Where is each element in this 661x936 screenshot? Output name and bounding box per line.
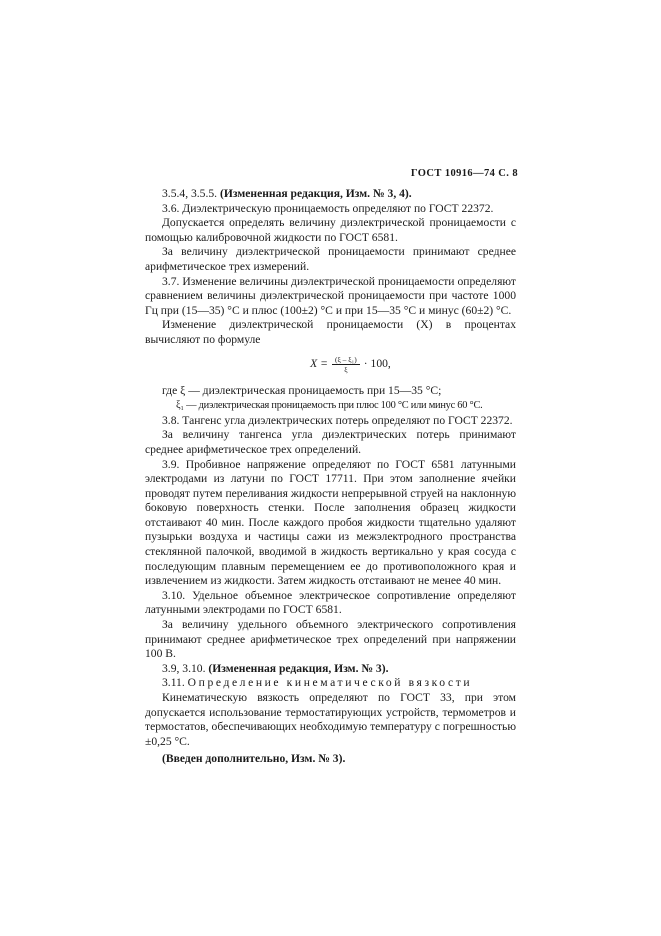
paragraph-3-8: 3.8. Тангенс угла диэлектрических потерь определяют по ГОСТ 22372. xyxy=(162,413,513,427)
clause-number: 3.9, 3.10. xyxy=(162,661,206,675)
clause-number: 3.11. xyxy=(162,676,185,690)
document-body xyxy=(145,187,516,767)
page-header: ГОСТ 10916—74 С. 8 xyxy=(410,168,518,179)
paragraph-kinematic-viscosity: Кинематическую вязкость определяют по ГОСТ 33, при этом допускается использование термостатирующих устройств, термометров и термостатов, обеспечивающих необходимую температуру с погрешностью ±0,25 °С. xyxy=(145,691,516,748)
paragraph-formula-intro: Изменение диэлектрической проницаемости (X) в процентах вычисляют по формуле xyxy=(145,318,516,346)
clause-number: 3.5.4, 3.5.5. xyxy=(162,187,218,200)
paragraph-3-5-4 xyxy=(145,187,516,202)
amendment-note: (Измененная редакция, Изм. № 3). xyxy=(208,661,389,675)
formula-numerator: (ξ – ξ₁) xyxy=(332,355,360,365)
paragraph-3-10: 3.10. Удельное объемное электрическое сопротивление определяют латунными электродами по ГОСТ 6581. xyxy=(145,588,516,617)
paragraph-3-9-3-10-amendment xyxy=(145,662,516,677)
formula-fraction xyxy=(332,355,360,375)
formula xyxy=(185,350,516,380)
formula-where-1: где ξ — диэлектрическая проницаемость при 15—35 °С; xyxy=(162,383,442,397)
paragraph-average: За величину диэлектрической проницаемости принимают среднее арифметическое трех измерений. xyxy=(145,245,516,273)
formula-rhs: · 100, xyxy=(363,357,391,371)
formula-denominator: ξ xyxy=(344,364,348,374)
paragraph-3-6: 3.6. Диэлектрическую проницаемость определяют по ГОСТ 22372. xyxy=(162,201,494,215)
paragraph-addition-note xyxy=(145,752,516,767)
amendment-note: (Измененная редакция, Изм. № 3, 4). xyxy=(219,187,412,200)
paragraph-calibration: Допускается определять величину диэлектрической проницаемости с помощью калибровочной жидкости по ГОСТ 6581. xyxy=(145,216,516,244)
paragraph-tangent-average: За величину тангенса угла диэлектрических потерь принимают среднее арифметическое трех определений. xyxy=(145,428,516,456)
paragraph-3-11-heading xyxy=(145,676,516,691)
paragraph-resistivity-average: За величину удельного объемного электрического сопротивления принимают среднее арифметическое трех определений при напряжении 100 В. xyxy=(145,618,516,661)
formula-where-2: ξ₁ — диэлектрическая проницаемость при плюс 100 °С или минус 60 °С. xyxy=(176,400,483,412)
formula-lhs: X = xyxy=(310,357,328,371)
section-heading: Определение кинематической вязкости xyxy=(187,676,473,690)
amendment-note: (Введен дополнительно, Изм. № 3). xyxy=(162,752,346,766)
paragraph-3-9: 3.9. Пробивное напряжение определяют по ГОСТ 6581 латунными электродами из латуни по ГОСТ 17711. При этом заполнение ячейки проводят путем переливания жидкости непрерывной струей на наклонную боковую поверхность стенки. После заполнения образец жидкости отстаивают 40 мин. После каждого пробоя жидкости тщательно удаляют пузырьки воздуха и частицы сажи из межэлектродного пространства стеклянной палочкой, вводимой в жидкость вертикально у края сосуда с последующим плавным перемещением ее до противоположного края и извлечением из жидкости. Затем жидкость отстаивают не менее 40 мин. xyxy=(145,457,516,588)
paragraph-3-7: 3.7. Изменение величины диэлектрической проницаемости определяют сравнением величины диэлектрической проницаемости при частоте 1000 Гц при (15—35) °С и плюс (100±2) °С и при 15—35 °С и минус (60±2) °С. xyxy=(145,274,516,317)
